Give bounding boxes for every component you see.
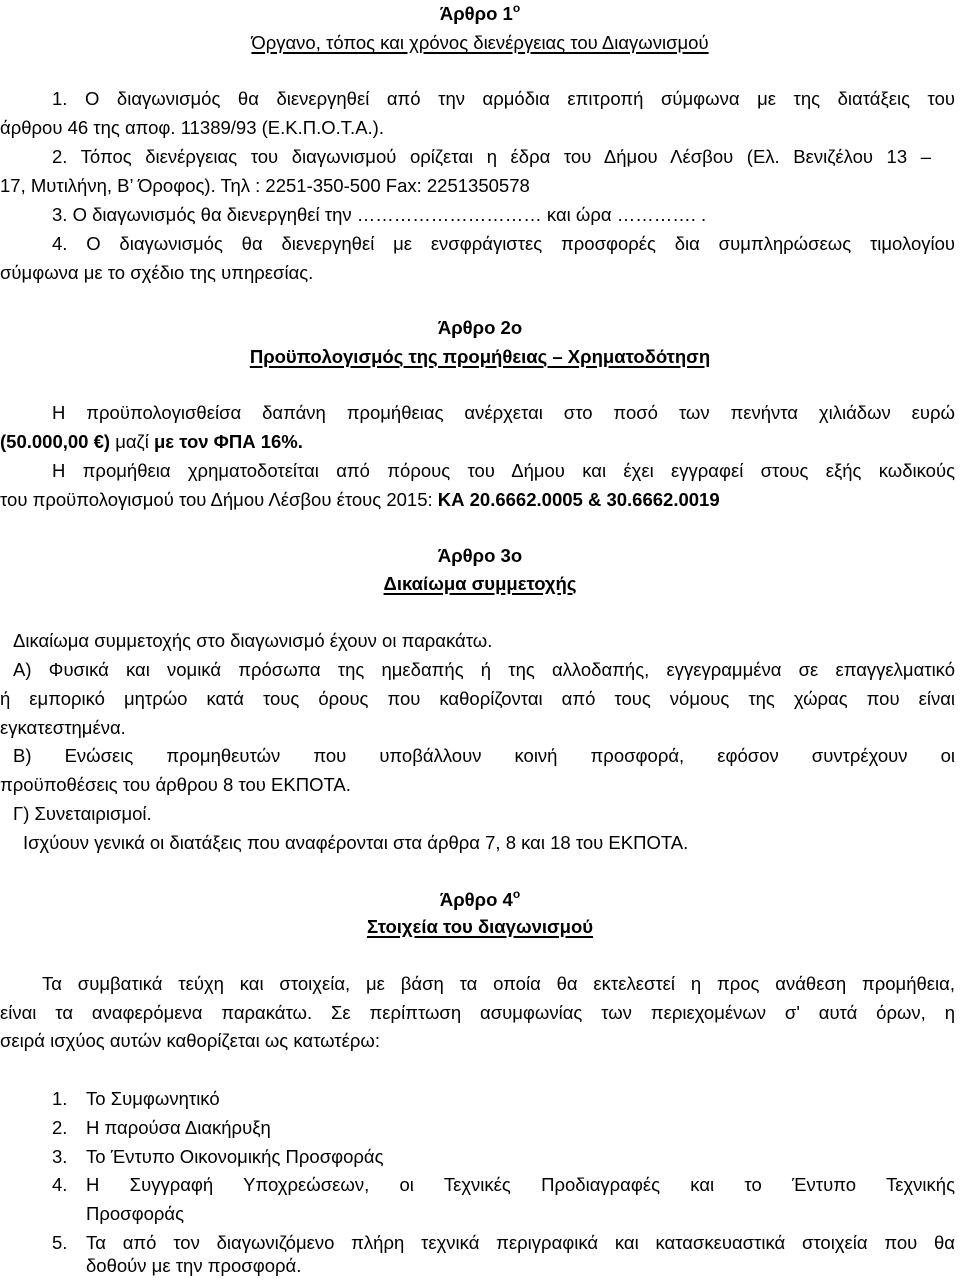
article1-item4-line2: σύμφωνα με το σχέδιο της υπηρεσίας. — [0, 262, 314, 283]
list-item-text: Το Συμφωνητικό — [86, 1088, 220, 1109]
article2-heading: Άρθρο 2ο — [437, 317, 523, 338]
budget-vat: με τον ΦΠΑ 16%. — [153, 431, 303, 452]
article2-p1-line1: Η προϋπολογισθείσα δαπάνη προμήθειας ανέρχεται στο ποσό των πενήντα χιλιάδων ευρώ — [52, 402, 955, 423]
budget-amount: (50.000,00 €) — [0, 431, 111, 452]
list-item-text: Η παρούσα Διακήρυξη — [86, 1117, 271, 1138]
article3-a-line1: Α) Φυσικά και νομικά πρόσωπα της ημεδαπής ή της αλλοδαπής, εγγεγραμμένα σε επαγγελματικό — [13, 659, 955, 680]
article4-heading — [0, 886, 960, 914]
list-item-text-continued: Προσφοράς — [86, 1203, 185, 1224]
article2-title-text: Προϋπολογισμός της προμήθειας – Χρηματοδότηση — [249, 346, 711, 367]
article3-c-line1: Γ) Συνεταιρισμοί. — [13, 803, 152, 824]
article3-title — [0, 570, 960, 598]
article3-b-line1: Β) Ενώσεις προμηθευτών που υποβάλλουν κοινή προσφορά, εφόσον συντρέχουν οι — [13, 745, 955, 766]
list-item-text: Τα από τον διαγωνιζόμενο πλήρη τεχνικά περιγραφικά και κατασκευαστικά στοιχεία που θα — [86, 1232, 955, 1253]
article1-item2-line1: 2. Τόπος διενέργειας του διαγωνισμού ορίζεται η έδρα του Δήμου Λέσβου (Ελ. Βενιζέλου 13 – — [52, 146, 931, 167]
list-item-number: 4. — [52, 1174, 68, 1195]
article3-title-text: Δικαίωμα συμμετοχής — [383, 573, 577, 594]
article3-heading: Άρθρο 3ο — [437, 545, 523, 566]
article1-heading — [0, 0, 960, 28]
article1-item3-line1: 3. Ο διαγωνισμός θα διενεργηθεί την ………………………… και ώρα …………. . — [52, 204, 707, 225]
article2-p2-line2 — [0, 486, 720, 514]
article1-title — [0, 29, 960, 57]
budget-source-text: του προϋπολογισμού του Δήμου Λέσβου έτους 2015: — [0, 489, 438, 510]
article4-heading-sup: ο — [512, 887, 521, 901]
article3-b-line2: προϋποθέσεις του άρθρου 8 του ΕΚΠΟΤΑ. — [0, 774, 351, 795]
article3-intro: Δικαίωμα συμμετοχής στο διαγωνισμό έχουν οι παρακάτω. — [13, 630, 493, 651]
article4-p1-line3: σειρά ισχύος αυτών καθορίζεται ως κατωτέρω: — [0, 1030, 380, 1051]
article3-a-line2: ή εμπορικό μητρώο κατά τους όρους που καθορίζονται από τους νόμους της χώρας που είναι — [0, 688, 955, 709]
article1-item1-line1: 1. Ο διαγωνισμός θα διενεργηθεί από την αρμόδια επιτροπή σύμφωνα με της διατάξεις του — [52, 88, 955, 109]
list-item-text: Το Έντυπο Οικονομικής Προσφοράς — [86, 1146, 384, 1167]
article2-p1-line2 — [0, 428, 303, 456]
article3-general: Ισχύουν γενικά οι διατάξεις που αναφέρονται στα άρθρα 7, 8 και 18 του ΕΚΠΟΤΑ. — [23, 832, 689, 853]
article4-title — [0, 913, 960, 941]
budget-with: μαζί — [110, 431, 154, 452]
article2-title — [0, 343, 960, 371]
article1-heading-text: Άρθρο 1 — [439, 3, 513, 24]
article1-item1-line2: άρθρου 46 της αποφ. 11389/93 (Ε.Κ.Π.Ο.Τ.Α.). — [0, 117, 384, 138]
budget-codes: ΚΑ 20.6662.0005 & 30.6662.0019 — [437, 489, 720, 510]
article1-item4-line1: 4. Ο διαγωνισμός θα διενεργηθεί με ενσφράγιστες προσφορές δια συμπληρώσεως τιμολογίου — [52, 233, 955, 254]
list-item-text: Η Συγγραφή Υποχρεώσεων, οι Τεχνικές Προδιαγραφές και το Έντυπο Τεχνικής — [86, 1174, 955, 1195]
article4-p1-line1: Τα συμβατικά τεύχη και στοιχεία, με βάση τα οποία θα εκτελεστεί η προς ανάθεση προμήθεια, — [42, 973, 955, 994]
list-item-number: 3. — [52, 1146, 68, 1167]
article1-item2-line2: 17, Μυτιλήνη, Β’ Όροφος). Τηλ : 2251-350-500 Fax: 2251350578 — [0, 175, 530, 196]
article1-heading-sup: ο — [512, 1, 521, 15]
article3-a-line3: εγκατεστημένα. — [0, 717, 126, 738]
list-item-number: 1. — [52, 1088, 68, 1109]
article4-p1-line2: είναι τα αναφερόμενα παρακάτω. Σε περίπτωση ασυμφωνίας των περιεχομένων σ' αυτά όρων, η — [0, 1002, 955, 1023]
list-item-number: 2. — [52, 1117, 68, 1138]
article4-heading-text: Άρθρο 4 — [439, 889, 513, 910]
list-item-number: 5. — [52, 1232, 68, 1253]
article4-title-text: Στοιχεία του διαγωνισμού — [366, 916, 594, 937]
list-item-text-continued: δοθούν με την προσφορά. — [86, 1255, 302, 1276]
article2-p2-line1: Η προμήθεια χρηματοδοτείται από πόρους του Δήμου και έχει εγγραφεί στους εξής κωδικούς — [52, 460, 955, 481]
article1-title-text: Όργανο, τόπος και χρόνος διενέργειας του Διαγωνισμού — [251, 32, 709, 53]
